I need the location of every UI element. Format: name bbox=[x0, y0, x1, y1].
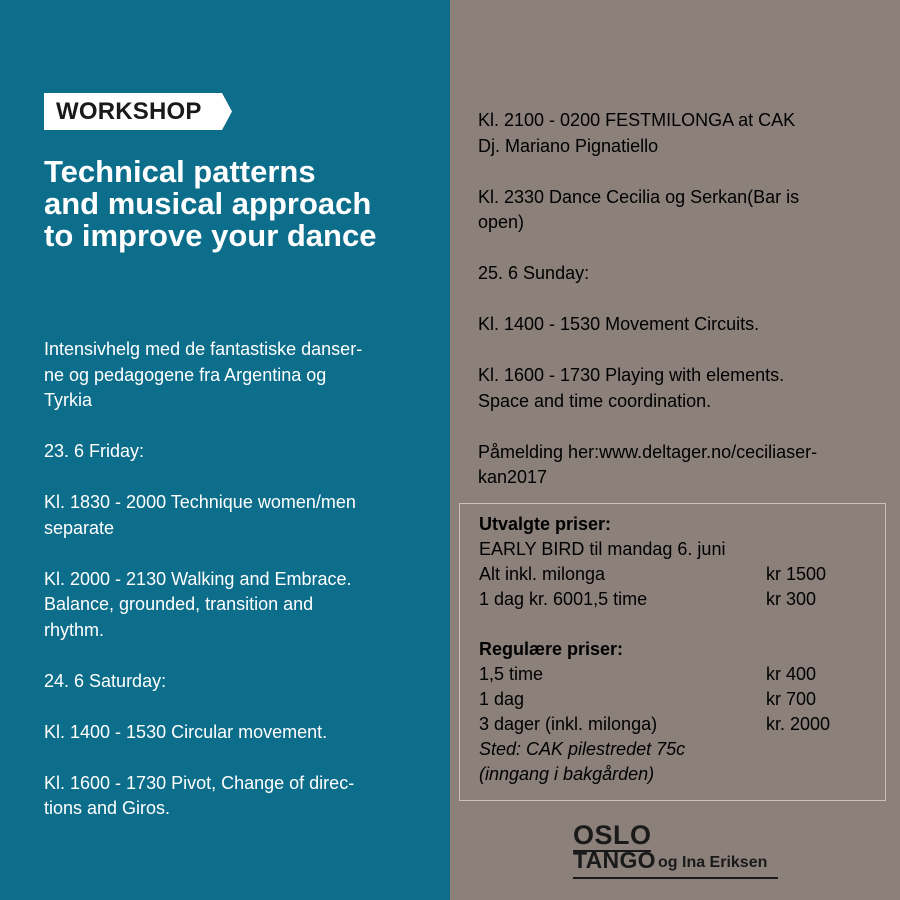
schedule-left bbox=[44, 337, 439, 847]
spacer bbox=[479, 612, 879, 637]
logo-subtitle: og Ina Eriksen bbox=[658, 854, 768, 871]
saturday-session-3 bbox=[478, 108, 878, 159]
friday-session-2 bbox=[44, 567, 439, 644]
friday-heading: 23. 6 Friday: bbox=[44, 441, 145, 461]
intro-line-2: ne og pedagogene fra Argentina og bbox=[44, 364, 327, 385]
friday-session-2-line-2: Balance, grounded, transition and bbox=[44, 594, 314, 614]
sunday-session-2-line-1: Kl. 1600 - 1730 Playing with elements. bbox=[478, 365, 785, 385]
price-label: 1 dag bbox=[479, 689, 525, 709]
intro-line-3: Tyrkia bbox=[44, 390, 93, 410]
price-row bbox=[479, 587, 879, 612]
saturday-session-2-line-2: tions and Giros. bbox=[44, 798, 171, 818]
friday-session-1-line-1: Kl. 1830 - 2000 Technique women/men bbox=[44, 492, 356, 512]
price-list bbox=[479, 512, 879, 787]
saturday-session-3-line-2: Dj. Mariano Pignatiello bbox=[478, 135, 659, 156]
signup-link[interactable] bbox=[478, 440, 878, 491]
schedule-right bbox=[478, 108, 878, 516]
saturday-session-1: Kl. 1400 - 1530 Circular movement. bbox=[44, 721, 328, 742]
price-value: kr 1500 bbox=[766, 564, 827, 584]
sunday-session-1: Kl. 1400 - 1530 Movement Circuits. bbox=[478, 314, 760, 334]
saturday-session-4-line-1: Kl. 2330 Dance Cecilia og Serkan(Bar is bbox=[478, 186, 800, 207]
sunday-session-2 bbox=[478, 363, 878, 414]
oslo-tango-logo bbox=[573, 820, 783, 882]
price-label: 1,5 time bbox=[479, 664, 544, 684]
price-row bbox=[479, 712, 879, 737]
saturday-session-2 bbox=[44, 771, 439, 822]
intro-line-1: Intensivhelg med de fantastiske danser- bbox=[44, 339, 363, 359]
saturday-session-4 bbox=[478, 185, 878, 236]
title-line-3: to improve your dance bbox=[44, 218, 377, 253]
friday-session-2-line-3: rhythm. bbox=[44, 619, 105, 640]
price-value: kr 300 bbox=[766, 589, 817, 609]
price-row bbox=[479, 687, 879, 712]
logo-oslo: OSLO bbox=[573, 820, 652, 850]
early-bird-note: EARLY BIRD til mandag 6. juni bbox=[479, 539, 726, 559]
signup-line-1[interactable]: Påmelding her:www.deltager.no/ceciliaser- bbox=[478, 441, 818, 462]
logo-tango: TANGO bbox=[573, 847, 656, 873]
price-label: 3 dager (inkl. milonga) bbox=[479, 714, 658, 734]
price-label: Alt inkl. milonga bbox=[479, 564, 606, 584]
saturday-session-3-line-1: Kl. 2100 - 0200 FESTMILONGA at CAK bbox=[478, 110, 796, 130]
saturday-session-4-line-2: open) bbox=[478, 212, 525, 232]
location-line-2: (inngang i bakgården) bbox=[479, 764, 655, 784]
price-value: kr 700 bbox=[766, 689, 817, 709]
workshop-tag bbox=[44, 93, 232, 130]
saturday-session-2-line-1: Kl. 1600 - 1730 Pivot, Change of direc- bbox=[44, 772, 355, 793]
signup-line-2[interactable]: kan2017 bbox=[478, 467, 548, 487]
price-value: kr 400 bbox=[766, 664, 817, 684]
price-row bbox=[479, 662, 879, 687]
page-title bbox=[44, 156, 444, 252]
friday-session-2-line-1: Kl. 2000 - 2130 Walking and Embrace. bbox=[44, 568, 352, 589]
title-line-2: and musical approach bbox=[44, 186, 372, 221]
price-value: kr. 2000 bbox=[766, 714, 831, 734]
title-line-1: Technical patterns bbox=[44, 154, 316, 189]
workshop-tag-label: WORKSHOP bbox=[56, 98, 202, 125]
selected-prices-heading: Utvalgte priser: bbox=[479, 514, 612, 534]
price-label: 1 dag kr. 6001,5 time bbox=[479, 589, 648, 609]
saturday-heading: 24. 6 Saturday: bbox=[44, 670, 167, 691]
friday-session-1-line-2: separate bbox=[44, 517, 115, 538]
price-box bbox=[459, 503, 886, 801]
sunday-session-2-line-2: Space and time coordination. bbox=[478, 390, 712, 411]
friday-session-1 bbox=[44, 490, 439, 541]
regular-prices-heading: Regulære priser: bbox=[479, 639, 624, 659]
price-row bbox=[479, 562, 879, 587]
intro-text bbox=[44, 337, 439, 414]
location-line-1: Sted: CAK pilestredet 75c bbox=[479, 739, 686, 759]
sunday-heading: 25. 6 Sunday: bbox=[478, 263, 590, 283]
logo-underline bbox=[573, 877, 778, 879]
